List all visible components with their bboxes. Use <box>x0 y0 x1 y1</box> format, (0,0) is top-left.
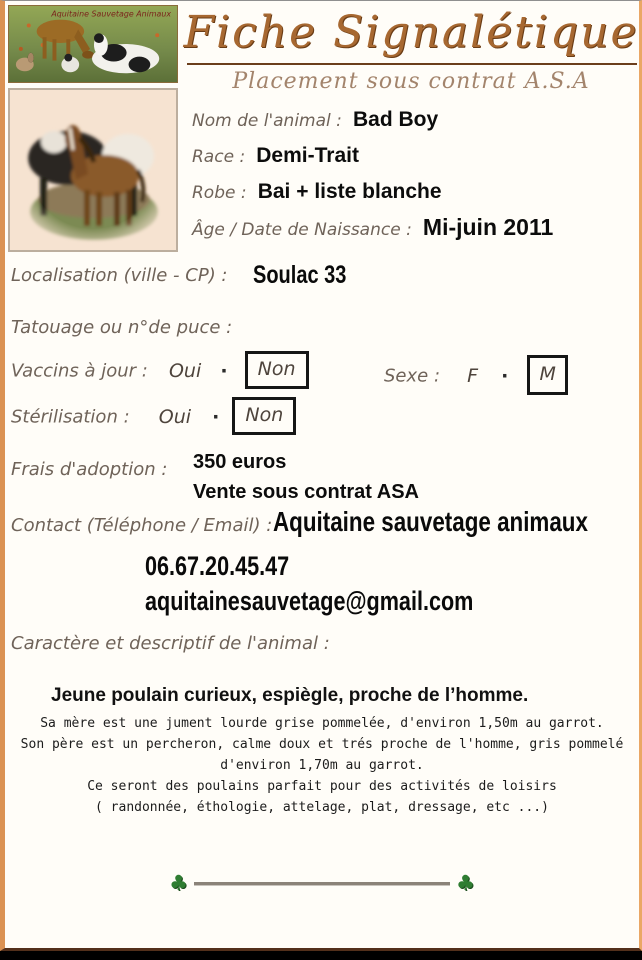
sterilisation-option-oui: Oui <box>158 405 192 428</box>
description-line: Ce seront des poulains parfait pour des activités de loisirs <box>87 779 557 794</box>
field-sterilisation <box>11 401 296 435</box>
contact-email: aquitainesauvetage@gmail.com <box>145 586 474 616</box>
race-label: Race : <box>192 147 246 167</box>
org-logo-image <box>9 6 177 82</box>
vaccins-selected-box <box>245 351 309 389</box>
robe-label: Robe : <box>192 183 247 203</box>
contact-phone: 06.67.20.45.47 <box>145 551 290 581</box>
tatouage-label: Tatouage ou n°de puce : <box>11 317 233 338</box>
age-value: Mi-juin 2011 <box>422 214 554 240</box>
org-name-text: Aquitaine Sauvetage Animaux <box>51 9 172 19</box>
field-sexe <box>384 359 568 395</box>
field-tatouage <box>11 317 232 338</box>
race-value: Demi-Trait <box>256 144 359 167</box>
description-lines <box>5 713 639 818</box>
sterilisation-selected-box <box>232 397 296 435</box>
caractere-label: Caractère et descriptif de l'animal : <box>11 633 330 654</box>
frais-contract: Vente sous contrat ASA <box>193 481 419 503</box>
localisation-value: Soulac 33 <box>252 261 346 289</box>
animal-photo-image <box>10 90 176 250</box>
field-vaccins-sexe <box>11 355 633 389</box>
divider-line <box>194 882 450 886</box>
frais-values <box>193 447 419 507</box>
page-title: Fiche Signalétique <box>183 7 639 58</box>
vaccins-option-non: Non <box>257 358 296 380</box>
age-label: Âge / Date de Naissance : <box>192 220 412 240</box>
robe-value: Bai + liste blanche <box>257 180 442 203</box>
frais-amount: 350 euros <box>193 451 287 473</box>
sterilisation-option-non: Non <box>245 404 284 426</box>
field-localisation <box>11 261 369 290</box>
title-underline <box>187 63 637 65</box>
sexe-label: Sexe : <box>384 365 441 387</box>
field-caractere <box>11 633 330 654</box>
field-frais <box>11 459 167 480</box>
vaccins-label: Vaccins à jour : <box>11 360 148 382</box>
sterilisation-label: Stérilisation : <box>11 406 130 428</box>
description-line: Son père est un percheron, calme doux et trés proche de l'homme, gris pommelé d'environ 1,70m au garrot. <box>20 737 624 773</box>
clover-icon: ♣ <box>169 871 188 895</box>
nom-label: Nom de l'animal : <box>192 111 342 131</box>
localisation-label: Localisation (ville - CP) : <box>11 265 228 286</box>
field-contact <box>11 515 272 536</box>
contact-label: Contact (Téléphone / Email) : <box>11 515 273 536</box>
field-nom <box>192 106 638 135</box>
contact-name: Aquitaine sauvetage animaux <box>273 506 588 537</box>
org-logo <box>8 5 178 83</box>
contact-email-wrap <box>145 586 555 617</box>
field-race <box>192 142 638 171</box>
field-age <box>192 214 638 244</box>
sexe-option-m: M <box>539 363 556 385</box>
animal-photo <box>8 88 178 252</box>
contact-name-wrap <box>273 506 642 538</box>
page-subtitle: Placement sous contrat A.S.A <box>232 69 590 94</box>
nom-value: Bad Boy <box>352 108 439 131</box>
frais-label: Frais d'adoption : <box>11 459 168 480</box>
header <box>183 1 639 94</box>
field-robe <box>192 178 638 207</box>
sexe-option-f: F <box>467 364 479 387</box>
sterilisation-separator-dot: · <box>212 405 220 428</box>
contact-phone-wrap <box>145 551 325 582</box>
sexe-selected-box <box>527 355 567 395</box>
vaccins-separator-dot: · <box>220 359 228 382</box>
description-line: Sa mère est une jument lourde grise pommelée, d'environ 1,50m au garrot. <box>40 716 604 731</box>
identity-fields <box>192 106 638 251</box>
vaccins-option-oui: Oui <box>168 359 202 382</box>
description-line: ( randonnée, éthologie, attelage, plat, dressage, etc ...) <box>95 800 549 815</box>
footer-divider <box>5 873 639 894</box>
clover-icon: ♣ <box>456 871 475 895</box>
sexe-separator-dot: · <box>501 364 509 387</box>
description-headline: Jeune poulain curieux, espiègle, proche de l’homme. <box>51 685 529 706</box>
